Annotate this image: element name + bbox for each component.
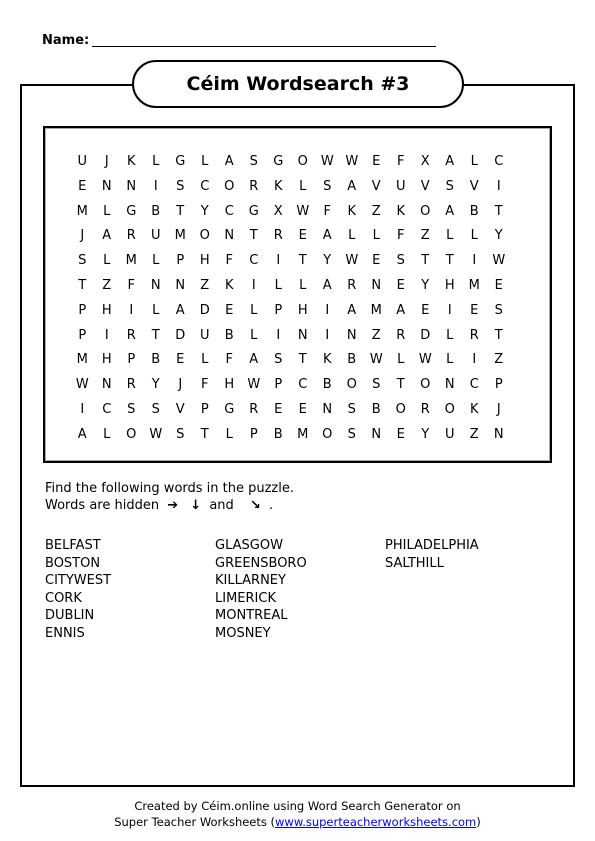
grid-letter: S [127, 402, 136, 417]
grid-letter: X [420, 154, 430, 169]
footer-source-line [0, 815, 595, 829]
grid-letter: E [372, 154, 381, 169]
word-item: CITYWEST [45, 573, 112, 588]
word-item: PHILADELPHIA [385, 538, 479, 553]
grid-letter: P [78, 327, 87, 343]
grid-letter: U [199, 327, 210, 343]
grid-letter: K [396, 203, 406, 219]
grid-letter: H [297, 302, 308, 318]
grid-letter: N [371, 278, 382, 293]
grid-letter: S [347, 426, 356, 442]
grid-letter: O [395, 402, 406, 417]
grid-letter: L [201, 154, 209, 169]
grid-letter: R [347, 278, 357, 293]
arrow-down-icon: ↓ [190, 498, 202, 513]
grid-letter: E [78, 178, 87, 194]
grid-letter: N [444, 377, 455, 393]
grid-letter: O [346, 377, 357, 393]
instruction-period: . [268, 498, 274, 513]
word-item: BELFAST [45, 538, 101, 553]
grid-letter: Y [151, 377, 160, 393]
grid-letter: M [76, 352, 88, 368]
grid-letter: F [201, 377, 209, 393]
grid-letter: W [369, 352, 383, 368]
grid-letter: M [174, 228, 186, 244]
grid-letter: T [151, 327, 160, 343]
grid-letter: T [200, 426, 209, 442]
grid-letter: R [126, 377, 136, 393]
grid-letter: T [298, 253, 307, 269]
grid-letter: C [102, 402, 112, 417]
grid-letter: A [445, 154, 455, 169]
grid-letter: W [296, 203, 310, 219]
instruction-line-1: Find the following words in the puzzle. [45, 481, 294, 496]
grid-letter: A [322, 228, 332, 244]
grid-letter: L [397, 352, 405, 368]
grid-letter: E [421, 302, 430, 318]
grid-letter: D [420, 327, 431, 343]
grid-row [70, 328, 530, 343]
name-label: Name: [42, 33, 90, 48]
grid-letter: I [447, 302, 452, 318]
grid-letter: S [78, 253, 87, 269]
grid-letter: B [347, 352, 357, 368]
grid-letter: A [347, 302, 357, 318]
grid-letter: R [396, 327, 406, 343]
instruction-and: and [209, 498, 234, 513]
grid-letter: T [78, 278, 87, 293]
grid-letter: Z [420, 228, 430, 244]
grid-letter: E [225, 302, 234, 318]
grid-letter: I [129, 302, 134, 318]
grid-letter: T [421, 253, 430, 269]
grid-letter: N [101, 178, 112, 194]
grid-letter: L [470, 154, 478, 169]
word-list-column-1 [45, 537, 111, 642]
grid-letter: B [224, 327, 234, 343]
grid-letter: R [126, 327, 136, 343]
grid-letter: Y [421, 278, 430, 293]
grid-letter: C [200, 178, 210, 194]
grid-letter: K [126, 154, 136, 169]
word-item: KILLARNEY [215, 573, 286, 588]
word-item: DUBLIN [45, 608, 95, 623]
word-item: ENNIS [45, 625, 85, 641]
grid-letter: T [298, 352, 307, 368]
grid-letter: A [347, 178, 357, 194]
grid-letter: O [126, 426, 137, 442]
footer-suffix: ) [476, 815, 481, 829]
grid-row [70, 154, 530, 169]
grid-letter: R [249, 402, 259, 417]
word-list-column-3 [385, 537, 479, 572]
grid-letter: A [322, 278, 332, 293]
grid-letter: L [446, 327, 454, 343]
grid-letter: O [420, 203, 431, 219]
grid-letter: L [225, 426, 233, 442]
grid-letter: I [104, 327, 109, 343]
word-item: CORK [45, 590, 82, 606]
grid-letter: I [472, 253, 477, 269]
grid-letter: D [199, 302, 210, 318]
grid-letter: T [494, 327, 503, 343]
grid-letter: H [199, 253, 210, 269]
grid-letter: M [468, 278, 480, 293]
grid-row [70, 253, 530, 268]
grid-letter: C [249, 253, 259, 269]
word-item: BOSTON [45, 555, 101, 571]
grid-letter: O [444, 402, 455, 417]
grid-row [70, 228, 530, 243]
grid-letter: S [176, 178, 185, 194]
grid-letter: B [322, 377, 332, 393]
grid-letter: H [101, 352, 112, 368]
grid-letter: S [151, 402, 160, 417]
grid-row [70, 278, 530, 293]
grid-letter: G [175, 154, 186, 169]
grid-letter: G [224, 402, 235, 417]
grid-letter: E [396, 278, 405, 293]
grid-letter: I [472, 352, 477, 368]
word-item: GREENSBORO [215, 555, 307, 571]
grid-letter: I [276, 327, 281, 343]
grid-row [70, 377, 530, 392]
grid-letter: P [249, 426, 258, 442]
grid-letter: S [323, 178, 332, 194]
grid-letter: L [152, 154, 160, 169]
grid-letter: F [225, 352, 233, 368]
grid-letter: Z [371, 203, 381, 219]
grid-letter: P [274, 302, 283, 318]
grid-letter: P [494, 377, 503, 393]
grid-letter: A [249, 352, 259, 368]
grid-letter: S [176, 426, 185, 442]
grid-letter: R [420, 402, 430, 417]
grid-letter: F [397, 228, 405, 244]
grid-letter: I [325, 302, 330, 318]
title-banner [132, 60, 464, 108]
word-item: SALTHILL [385, 555, 444, 571]
grid-letter: E [372, 253, 381, 269]
grid-letter: O [297, 154, 308, 169]
grid-letter: W [345, 154, 359, 169]
grid-letter: O [322, 426, 333, 442]
grid-letter: L [446, 228, 454, 244]
grid-letter: L [470, 228, 478, 244]
grid-row [70, 204, 530, 219]
grid-letter: J [104, 154, 109, 169]
grid-letter: G [126, 203, 137, 219]
grid-letter: P [176, 253, 185, 269]
grid-letter: L [103, 203, 111, 219]
grid-letter: W [492, 253, 506, 269]
grid-letter: S [347, 402, 356, 417]
grid-letter: C [494, 154, 504, 169]
grid-letter: T [176, 203, 185, 219]
grid-letter: S [396, 253, 405, 269]
grid-letter: G [273, 154, 284, 169]
grid-letter: V [175, 402, 185, 417]
grid-letter: E [298, 228, 307, 244]
grid-letter: E [298, 402, 307, 417]
grid-letter: W [247, 377, 261, 393]
grid-letter: S [249, 154, 258, 169]
grid-letter: A [175, 302, 185, 318]
grid-row [70, 427, 530, 442]
grid-letter: E [176, 352, 185, 368]
grid-letter: N [297, 327, 308, 343]
grid-letter: D [175, 327, 186, 343]
grid-letter: J [178, 377, 183, 393]
grid-letter: Z [102, 278, 112, 293]
grid-letter: N [493, 426, 504, 442]
instruction-line-2 [45, 498, 273, 513]
grid-letter: E [274, 402, 283, 417]
grid-letter: T [445, 253, 454, 269]
word-item: MONTREAL [215, 608, 288, 623]
grid-letter: M [370, 302, 382, 318]
grid-letter: M [76, 203, 88, 219]
grid-letter: W [345, 253, 359, 269]
grid-letter: F [127, 278, 135, 293]
grid-letter: L [299, 178, 307, 194]
grid-letter: N [224, 228, 235, 244]
arrow-right-icon: ➔ [167, 498, 179, 513]
grid-letter: X [273, 203, 283, 219]
grid-letter: Y [323, 253, 332, 269]
grid-letter: C [298, 377, 308, 393]
grid-letter: U [395, 178, 406, 194]
grid-letter: A [77, 426, 87, 442]
grid-letter: Y [421, 426, 430, 442]
grid-letter: L [446, 352, 454, 368]
grid-letter: G [248, 203, 259, 219]
grid-letter: L [201, 352, 209, 368]
grid-letter: R [469, 327, 479, 343]
grid-letter: Z [371, 327, 381, 343]
grid-letter: K [347, 203, 357, 219]
grid-letter: Z [200, 278, 210, 293]
grid-letter: E [396, 426, 405, 442]
grid-letter: A [396, 302, 406, 318]
grid-letter: J [80, 228, 85, 244]
grid-letter: K [322, 352, 332, 368]
grid-letter: Z [469, 426, 479, 442]
grid-letter: N [175, 278, 186, 293]
grid-letter: M [125, 253, 137, 269]
grid-letter: L [152, 302, 160, 318]
grid-letter: N [126, 178, 137, 194]
grid-letter: A [224, 154, 234, 169]
grid-letter: I [80, 402, 85, 417]
grid-letter: U [444, 426, 455, 442]
grid-letter: T [396, 377, 405, 393]
footer-link[interactable]: www.superteacherworksheets.com [275, 815, 477, 829]
grid-letter: P [127, 352, 136, 368]
grid-letter: K [273, 178, 283, 194]
grid-letter: B [151, 203, 161, 219]
page-title: Céim Wordsearch #3 [186, 73, 410, 95]
word-item: LIMERICK [215, 590, 276, 606]
grid-letter: R [126, 228, 136, 244]
grid-letter: L [250, 327, 258, 343]
grid-letter: E [470, 302, 479, 318]
grid-letter: L [103, 253, 111, 269]
grid-letter: P [200, 402, 209, 417]
grid-letter: H [224, 377, 235, 393]
grid-letter: W [320, 154, 334, 169]
grid-letter: B [469, 203, 479, 219]
grid-letter: A [102, 228, 112, 244]
grid-letter: I [325, 327, 330, 343]
grid-letter: I [276, 253, 281, 269]
grid-letter: L [372, 228, 380, 244]
name-line [92, 46, 436, 47]
grid-letter: W [149, 426, 163, 442]
grid-letter: T [494, 203, 503, 219]
grid-letter: N [322, 402, 333, 417]
grid-letter: S [445, 178, 454, 194]
grid-letter: V [420, 178, 430, 194]
grid-letter: Z [494, 352, 504, 368]
grid-letter: I [153, 178, 158, 194]
grid-letter: T [249, 228, 258, 244]
grid-row [70, 179, 530, 194]
grid-letter: P [274, 377, 283, 393]
grid-letter: W [418, 352, 432, 368]
footer-prefix: Super Teacher Worksheets ( [114, 815, 276, 829]
word-list-column-2 [215, 537, 307, 642]
grid-letter: B [371, 402, 381, 417]
grid-letter: S [494, 302, 503, 318]
word-item: MOSNEY [215, 625, 271, 641]
grid-letter: L [250, 302, 258, 318]
grid-letter: N [346, 327, 357, 343]
grid-letter: H [444, 278, 455, 293]
grid-row [70, 352, 530, 367]
grid-letter: N [150, 278, 161, 293]
grid-letter: I [251, 278, 256, 293]
grid-letter: V [371, 178, 381, 194]
grid-letter: F [397, 154, 405, 169]
grid-letter: L [152, 253, 160, 269]
grid-letter: Y [200, 203, 209, 219]
word-item: GLASGOW [215, 538, 283, 553]
grid-letter: K [469, 402, 479, 417]
grid-letter: H [101, 302, 112, 318]
grid-letter: C [469, 377, 479, 393]
grid-letter: B [273, 426, 283, 442]
grid-letter: V [469, 178, 479, 194]
grid-letter: R [249, 178, 259, 194]
grid-letter: L [348, 228, 356, 244]
grid-letter: U [150, 228, 161, 244]
grid-row [70, 402, 530, 417]
arrow-diagonal-icon: ↘ [249, 498, 261, 513]
grid-row [70, 303, 530, 318]
grid-letter: F [323, 203, 331, 219]
grid-letter: C [224, 203, 234, 219]
grid-letter: B [151, 352, 161, 368]
grid-letter: P [78, 302, 87, 318]
grid-letter: L [274, 278, 282, 293]
grid-letter: N [101, 377, 112, 393]
footer-credit-line: Created by Céim.online using Word Search Generator on [134, 799, 461, 813]
grid-letter: S [372, 377, 381, 393]
grid-letter: L [103, 426, 111, 442]
grid-letter: W [75, 377, 89, 393]
grid-letter: O [224, 178, 235, 194]
instruction-prefix: Words are hidden [45, 498, 160, 513]
grid-letter: N [371, 426, 382, 442]
grid-letter: J [496, 402, 501, 417]
grid-letter: O [420, 377, 431, 393]
grid-letter: R [273, 228, 283, 244]
grid-letter: U [77, 154, 87, 169]
grid-letter: F [225, 253, 233, 269]
grid-letter: E [494, 278, 503, 293]
grid-letter: I [496, 178, 501, 194]
grid-letter: A [445, 203, 455, 219]
grid-letter: O [199, 228, 210, 244]
grid-letter: S [274, 352, 283, 368]
grid-letter: K [224, 278, 234, 293]
grid-letter: Y [494, 228, 503, 244]
grid-letter: L [299, 278, 307, 293]
grid-letter: M [297, 426, 309, 442]
